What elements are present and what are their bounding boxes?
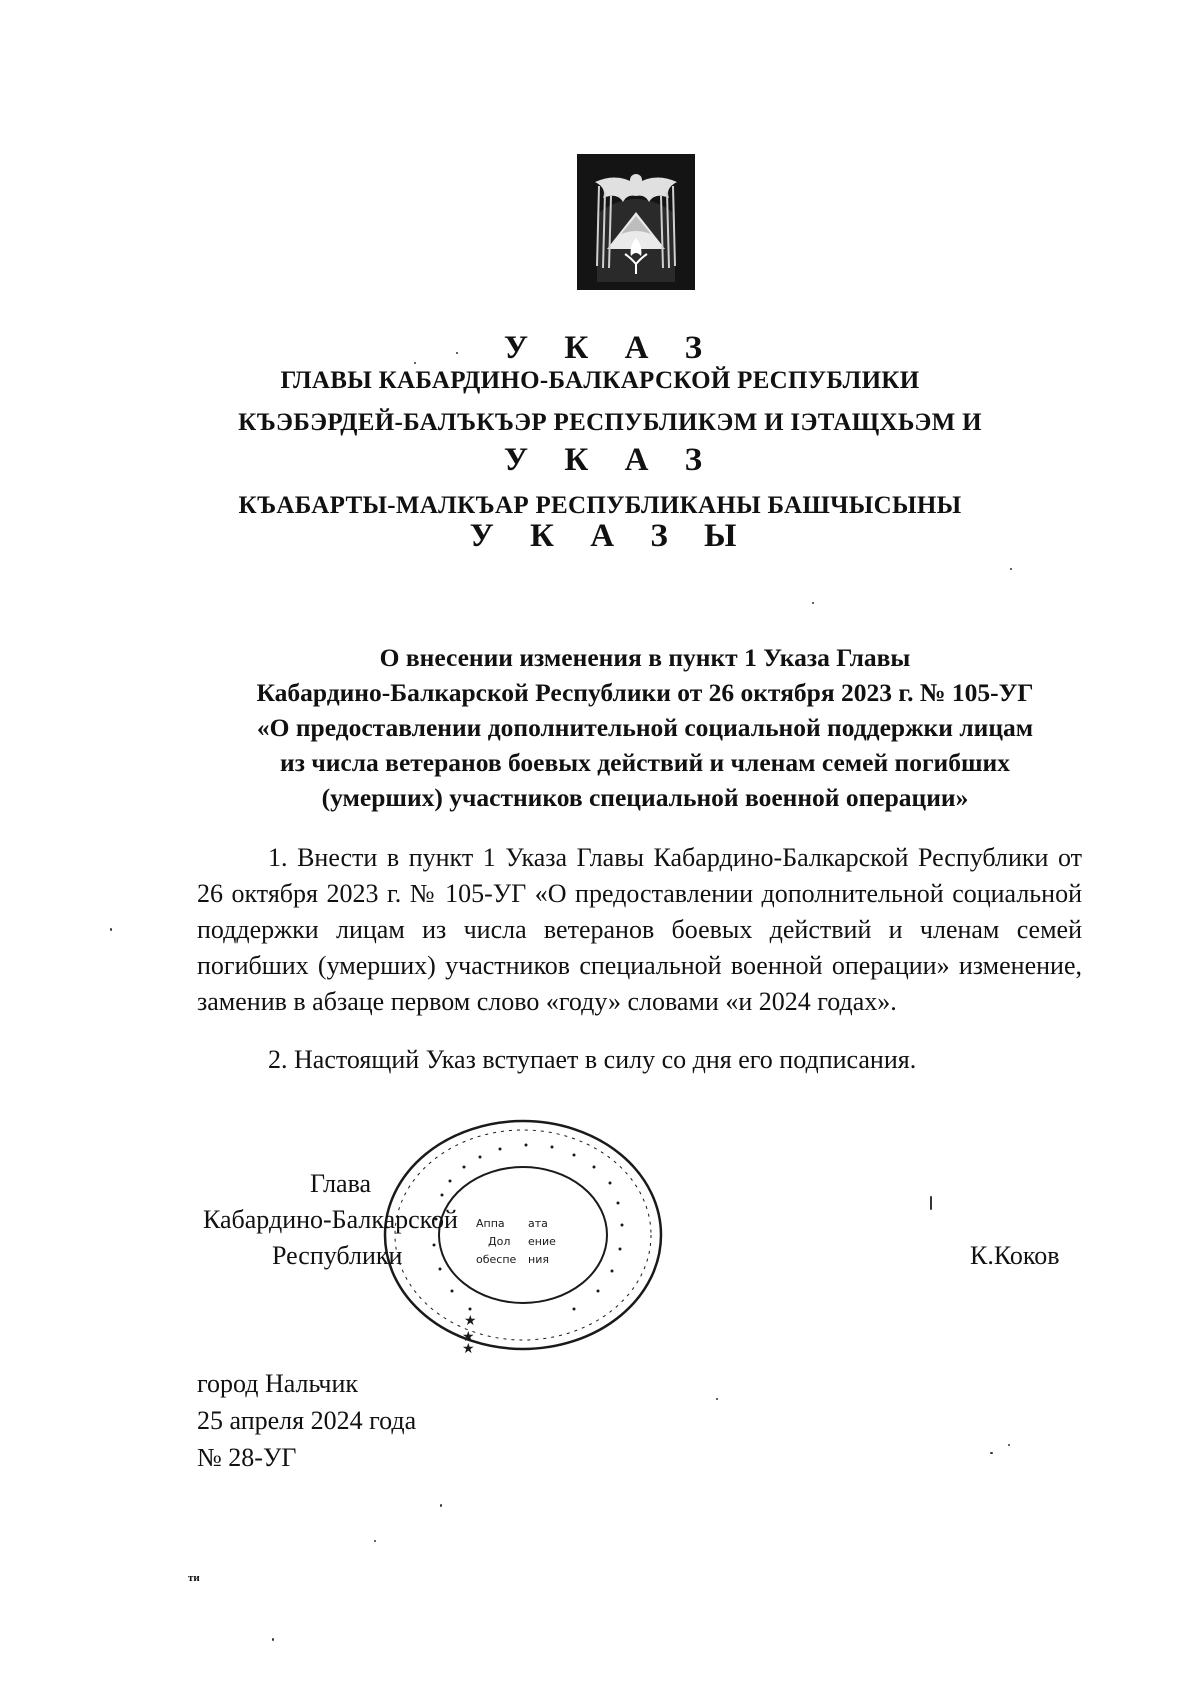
decree-title <box>180 640 1110 815</box>
svg-text:Дол: Дол <box>488 1235 511 1248</box>
decree-heading-balkar: У К А З Ы <box>469 518 751 554</box>
scan-speck <box>930 1196 932 1210</box>
body-paragraph-2 <box>197 1042 1082 1078</box>
place-of-signing: город Нальчик <box>197 1369 359 1398</box>
paragraph-text: 2. Настоящий Указ вступает в силу со дня его подписания. <box>268 1045 917 1074</box>
signatory-title-line: Глава <box>310 1169 372 1198</box>
paragraph-text: 1. Внести в пункт 1 Указа Главы Кабардино-Балкарской Республики от 26 октября 2023 г. № 105-УГ «О предоставлении дополнительной социальной поддержки лицам из числа ветеранов боевых действий и членам семей погибших (умерших) участников специальной военной операции» изменение, заменив в абзаце первом слово «году» словами «и 2024 годах». <box>197 843 1082 1016</box>
svg-text:Аппа: Аппа <box>476 1217 505 1230</box>
svg-text:обеспе: обеспе <box>476 1253 517 1266</box>
title-line: «О предоставлении дополнительной социальной поддержки лицам <box>256 713 1034 742</box>
scan-speck <box>440 1504 442 1507</box>
svg-text:ата: ата <box>528 1217 548 1230</box>
date-of-signing: 25 апреля 2024 года <box>197 1406 417 1435</box>
signatory-title-line: Кабардино-Балкарской <box>203 1205 458 1234</box>
scan-speck <box>1008 1444 1010 1446</box>
svg-text:ния: ния <box>528 1253 549 1266</box>
title-line: Кабардино-Балкарской Республики от 26 октября 2023 г. № 105-УГ <box>256 678 1034 707</box>
scan-speck <box>374 1540 376 1542</box>
title-line: из числа ветеранов боевых действий и членам семей погибших <box>280 748 1010 777</box>
coat-of-arms-emblem <box>577 154 695 290</box>
svg-text:★: ★ <box>464 1313 477 1329</box>
svg-text:★: ★ <box>462 1341 475 1355</box>
scan-speck <box>272 1638 274 1641</box>
decree-heading-kabardian: У К А З <box>503 442 717 478</box>
scan-speck <box>716 1398 718 1400</box>
scan-speck <box>456 352 458 354</box>
signatory-title-line: Республики <box>272 1241 403 1270</box>
body-paragraph-1 <box>197 840 1082 1020</box>
issuer-line-ru: ГЛАВЫ КАБАРДИНО-БАЛКАРСКОЙ РЕСПУБЛИКИ <box>280 367 920 394</box>
svg-text:ение: ение <box>528 1235 556 1248</box>
scan-speck <box>414 362 416 364</box>
corner-mark: ти <box>188 1572 200 1584</box>
issuer-line-balkar: КЪАБАРТЫ-МАЛКЪАР РЕСПУБЛИКАНЫ БАШЧЫСЫНЫ <box>238 492 962 519</box>
scan-speck <box>110 928 112 931</box>
decree-number: № 28-УГ <box>197 1443 297 1472</box>
scan-speck <box>1010 568 1012 570</box>
scan-speck <box>990 1452 993 1454</box>
svg-text:★: ★ <box>462 1329 475 1345</box>
title-line: О внесении изменения в пункт 1 Указа Главы <box>379 643 911 672</box>
decree-heading-ru: У К А З <box>503 330 717 366</box>
signatory-name: К.Коков <box>970 1241 1060 1270</box>
issuer-line-kabardian: КЪЭБЭРДЕЙ-БАЛЪКЪЭР РЕСПУБЛИКЭМ И IЭТАЩХЬЭМ И <box>238 409 982 436</box>
scan-speck <box>812 602 814 604</box>
title-line: (умерших) участников специальной военной операции» <box>321 783 969 812</box>
